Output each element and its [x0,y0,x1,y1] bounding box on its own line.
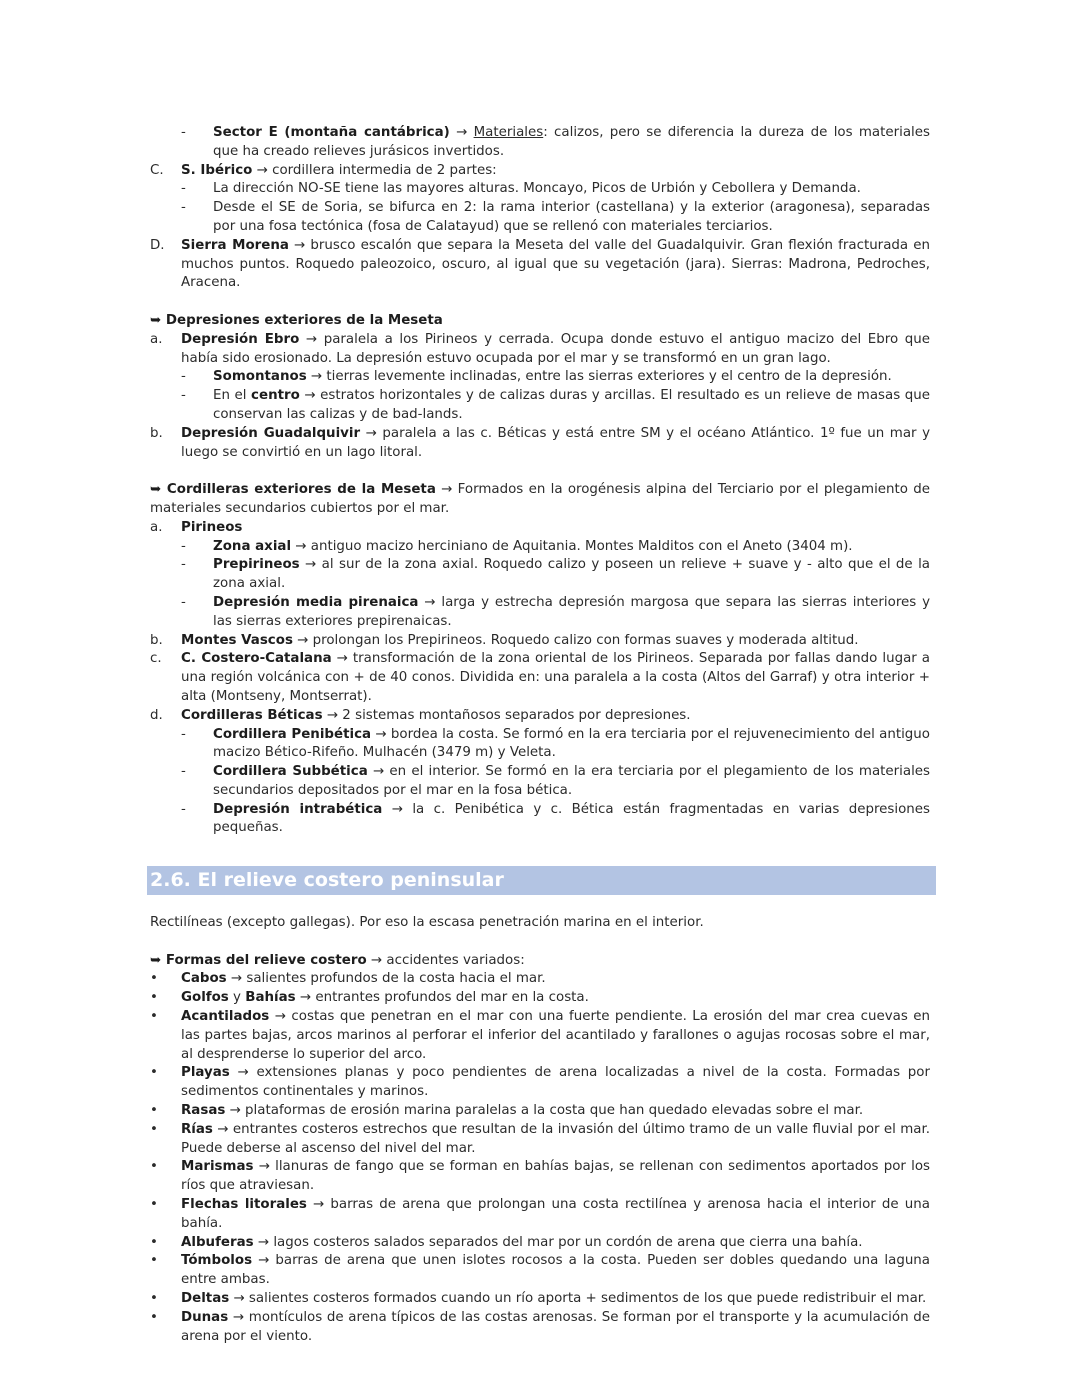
list-item [150,1064,930,1102]
bold-term: Depresión intrabética [213,801,383,817]
bold-term: Bahías [245,990,296,1006]
text-run: → entrantes costeros estrechos que resultan de la invasión del último tramo de un valle fluvial por el mar. Puede deberse al ascenso del nivel del mar. [181,1121,930,1156]
list-marker: a. [150,331,163,347]
list-marker: - [181,594,186,610]
list-item [150,632,930,651]
text-run: → al sur de la zona axial. Roquedo calizo y poseen un relieve + suave y - alto que el de la zona axial. [213,557,930,592]
list-marker: • [150,990,158,1006]
text-run: → entrantes profundos del mar en la costa. [295,990,589,1006]
paragraph [150,914,930,933]
bold-term: Marismas [181,1159,254,1175]
list-item [150,1158,930,1196]
bold-term: centro [251,388,300,404]
list-marker: a. [150,519,163,535]
section-heading: 2.6. El relieve costero peninsular [147,866,936,895]
list-marker: d. [150,707,163,723]
list-item [150,331,930,369]
list-marker: • [150,1009,158,1025]
text-run: → estratos horizontales y de calizas duras y arcillas. El resultado es un relieve de masas que conservan las calizas y de bad-lands. [213,388,930,422]
list-marker: • [150,971,158,987]
text-run: La dirección NO-SE tiene las mayores alturas. Moncayo, Picos de Urbión y Cebollera y Demanda. [213,181,861,197]
list-item [150,368,930,387]
spacer [150,462,930,481]
text-run: → prolongan los Prepirineos. Roquedo calizo con formas suaves y moderada altitud. [292,632,859,648]
list-marker: - [181,125,186,140]
bold-term: Cordilleras Béticas [181,707,323,723]
list-item [150,763,930,801]
text-run: → Formados en la orogénesis alpina del Terciario por el plegamiento de materiales secundarios cubiertos por el mar. [150,482,930,516]
text-run: → [449,125,474,140]
bold-term: Cabos [181,971,227,987]
list-marker: C. [150,162,164,178]
bold-term: Zona axial [213,538,292,554]
list-marker: c. [150,651,162,667]
spacer [150,293,930,312]
text-run: → antiguo macizo herciniano de Aquitania. Montes Malditos con el Aneto (3404 m). [291,538,853,554]
text-run: → larga y estrecha depresión margosa que separa las sierras interiores y las sierras exteriores prepirenaicas. [213,594,930,629]
bold-term: Tómbolos [181,1253,253,1269]
text-run: → tierras levemente inclinadas, entre las sierras exteriores y el centro de la depresión. [306,369,892,385]
text-run: y [228,990,246,1006]
list-item [150,650,930,706]
list-item [150,425,930,463]
list-item [150,1196,930,1234]
bold-term: Sector E (montaña cantábrica) [213,125,450,140]
list-item [150,989,930,1008]
bold-term: Sierra Morena [181,237,289,253]
bold-term: Somontanos [213,369,307,385]
list-marker: • [150,1309,158,1325]
list-item [150,1121,930,1159]
text-run: → plataformas de erosión marina paralelas a la costa que han quedado elevadas sobre el mar. [225,1103,864,1119]
list-marker: - [181,764,186,780]
text-run: → paralela a las c. Béticas y está entre SM y el océano Atlántico. 1º fue un mar y luego se convirtió en un lago litoral. [181,425,930,460]
list-marker: - [181,388,186,404]
list-marker: • [150,1103,158,1119]
bold-term: Flechas litorales [181,1197,307,1213]
list-item [150,180,930,199]
bold-term: Montes Vascos [181,632,293,648]
bold-term: ➥ Cordilleras exteriores de la Meseta [150,482,436,498]
text-run: → salientes profundos de la costa hacia el mar. [226,971,546,987]
list-item [150,1309,930,1347]
text-run: → llanuras de fango que se forman en bahías bajas, se rellenan con sedimentos aportados por los ríos que atraviesan. [181,1159,930,1194]
bold-term: Rías [181,1121,213,1137]
text-run: En el [213,388,252,404]
bold-term: Acantilados [181,1009,270,1025]
bold-term: Pirineos [181,519,243,535]
spacer [150,838,930,866]
bold-term: Prepirineos [213,557,300,573]
list-item [150,556,930,594]
list-item [150,801,930,839]
list-item [150,1008,930,1064]
bold-term: Cordillera Subbética [213,764,368,780]
list-item [150,1234,930,1253]
list-item [150,1102,930,1121]
text-run: → extensiones planas y poco pendientes de arena localizadas a nivel de la costa. Formadas por sedimentos continentales y marinos. [181,1065,930,1100]
list-marker: - [181,801,186,817]
bold-term: S. Ibérico [181,162,253,178]
list-item [150,726,930,764]
text-run: → en el interior. Se formó en la era terciaria por el plegamiento de los materiales secundarios depositados por el mar en la fosa bética. [213,764,931,798]
list-marker: - [181,557,186,573]
text-run: → bordea la costa. Se formó en la era terciaria por el rejuvenecimiento del antiguo macizo Bético-Rifeño. Mulhacén (3479 m) y Veleta. [213,726,930,761]
list-marker: - [181,200,186,216]
bold-term: ➥ Formas del relieve costero [150,952,367,968]
text-run: → salientes costeros formados cuando un río aporta + sedimentos de los que puede redistribuir el mar. [229,1291,927,1307]
paragraph [150,312,930,331]
text-run: → la c. Penibética y c. Bética están fragmentadas en varias depresiones pequeñas. [213,801,931,836]
spacer [150,895,930,914]
text-run: Rectilíneas (excepto gallegas). Por eso la escasa penetración marina en el interior. [150,915,704,931]
list-marker: - [181,369,186,385]
list-item [150,594,930,632]
list-marker: b. [150,632,163,648]
text-run: → transformación de la zona oriental de los Pirineos. Separada por fallas dando lugar a una región volcánica con + de 40 conos. Dividida en: una paralela a la costa (Altos del Garraf) y otra interior + alta (Montseny, Montserrat). [181,651,930,704]
list-marker: - [181,538,186,554]
list-item [150,199,930,237]
text-run: → lagos costeros salados separados del mar por un cordón de arena que cierra una bahía. [253,1234,863,1250]
list-item [150,124,930,162]
list-marker: D. [150,237,165,253]
list-marker: - [181,726,186,742]
list-marker: • [150,1065,158,1081]
list-marker: b. [150,425,163,441]
text-run: → 2 sistemas montañosos separados por depresiones. [322,707,691,723]
bold-term: Deltas [181,1291,230,1307]
list-marker: • [150,1234,158,1250]
bold-term: Cordillera Penibética [213,726,372,742]
list-item [150,1252,930,1290]
bold-term: Depresión Guadalquivir [181,425,361,441]
bold-term: Dunas [181,1309,229,1325]
list-marker: • [150,1291,158,1307]
list-item [150,519,930,538]
list-marker: • [150,1197,158,1213]
paragraph [150,481,930,519]
list-item [150,970,930,989]
list-item [150,538,930,557]
bold-term: C. Costero-Catalana [181,651,332,667]
list-marker: • [150,1253,158,1269]
list-item [150,1290,930,1309]
spacer [150,933,930,952]
bold-term: Depresión media pirenaica [213,594,419,610]
text-run: Desde el SE de Soria, se bifurca en 2: la rama interior (castellana) y la exterior (aragonesa), separadas por una fosa tectónica (fosa de Calatayud) que se rellenó con materiales terciarios. [213,200,930,234]
text-run: Materiales [473,125,544,140]
list-item [150,387,930,425]
paragraph [150,952,930,971]
list-item [150,237,930,293]
text-run: : calizos, pero se diferencia la dureza de los materiales que ha creado relieves jurásicos invertidos. [213,125,930,159]
bold-term: Rasas [181,1103,226,1119]
bold-term: Playas [181,1065,230,1081]
text-run: → brusco escalón que separa la Meseta del valle del Guadalquivir. Gran flexión fracturada en muchos puntos. Roquedo paleozoico, oscuro, al igual que su vegetación (jara). Sierras: Madrona, Pedroches, Aracena. [181,237,930,291]
text-run: → barras de arena que prolongan una costa rectilínea y arenosa hacia el interior de una bahía. [181,1197,930,1231]
list-marker: - [181,181,186,197]
text-run: → cordillera intermedia de 2 partes: [252,162,497,178]
list-item [150,707,930,726]
text-run: → paralela a los Pirineos y cerrada. Ocupa donde estuvo el antiguo macizo del Ebro que había sido erosionado. La depresión estuvo ocupada por el mar y se transformó en un gran lago. [181,331,930,366]
list-marker: • [150,1121,158,1137]
text-run: → costas que penetran en el mar con una fuerte pendiente. La erosión del mar crea cuevas en las partes bajas, arcos marinos al perforar el inferior del acantilado y farallones o agujas rocosas sobre el mar, al desprenderse lo superior del arco. [181,1009,930,1062]
text-run: → barras de arena que unen islotes rocosos a la costa. Pueden ser dobles quedando una laguna entre ambas. [181,1253,930,1288]
text-run: → montículos de arena típicos de las costas arenosas. Se forman por el transporte y la acumulación de arena por el viento. [181,1309,930,1344]
bold-term: Golfos [181,990,229,1006]
text-run: → accidentes variados: [366,952,525,968]
bold-term: ➥ Depresiones exteriores de la Meseta [150,312,443,328]
bold-term: Albuferas [181,1234,254,1250]
list-item [150,162,930,181]
bold-term: Depresión Ebro [181,331,300,347]
list-marker: • [150,1159,158,1175]
